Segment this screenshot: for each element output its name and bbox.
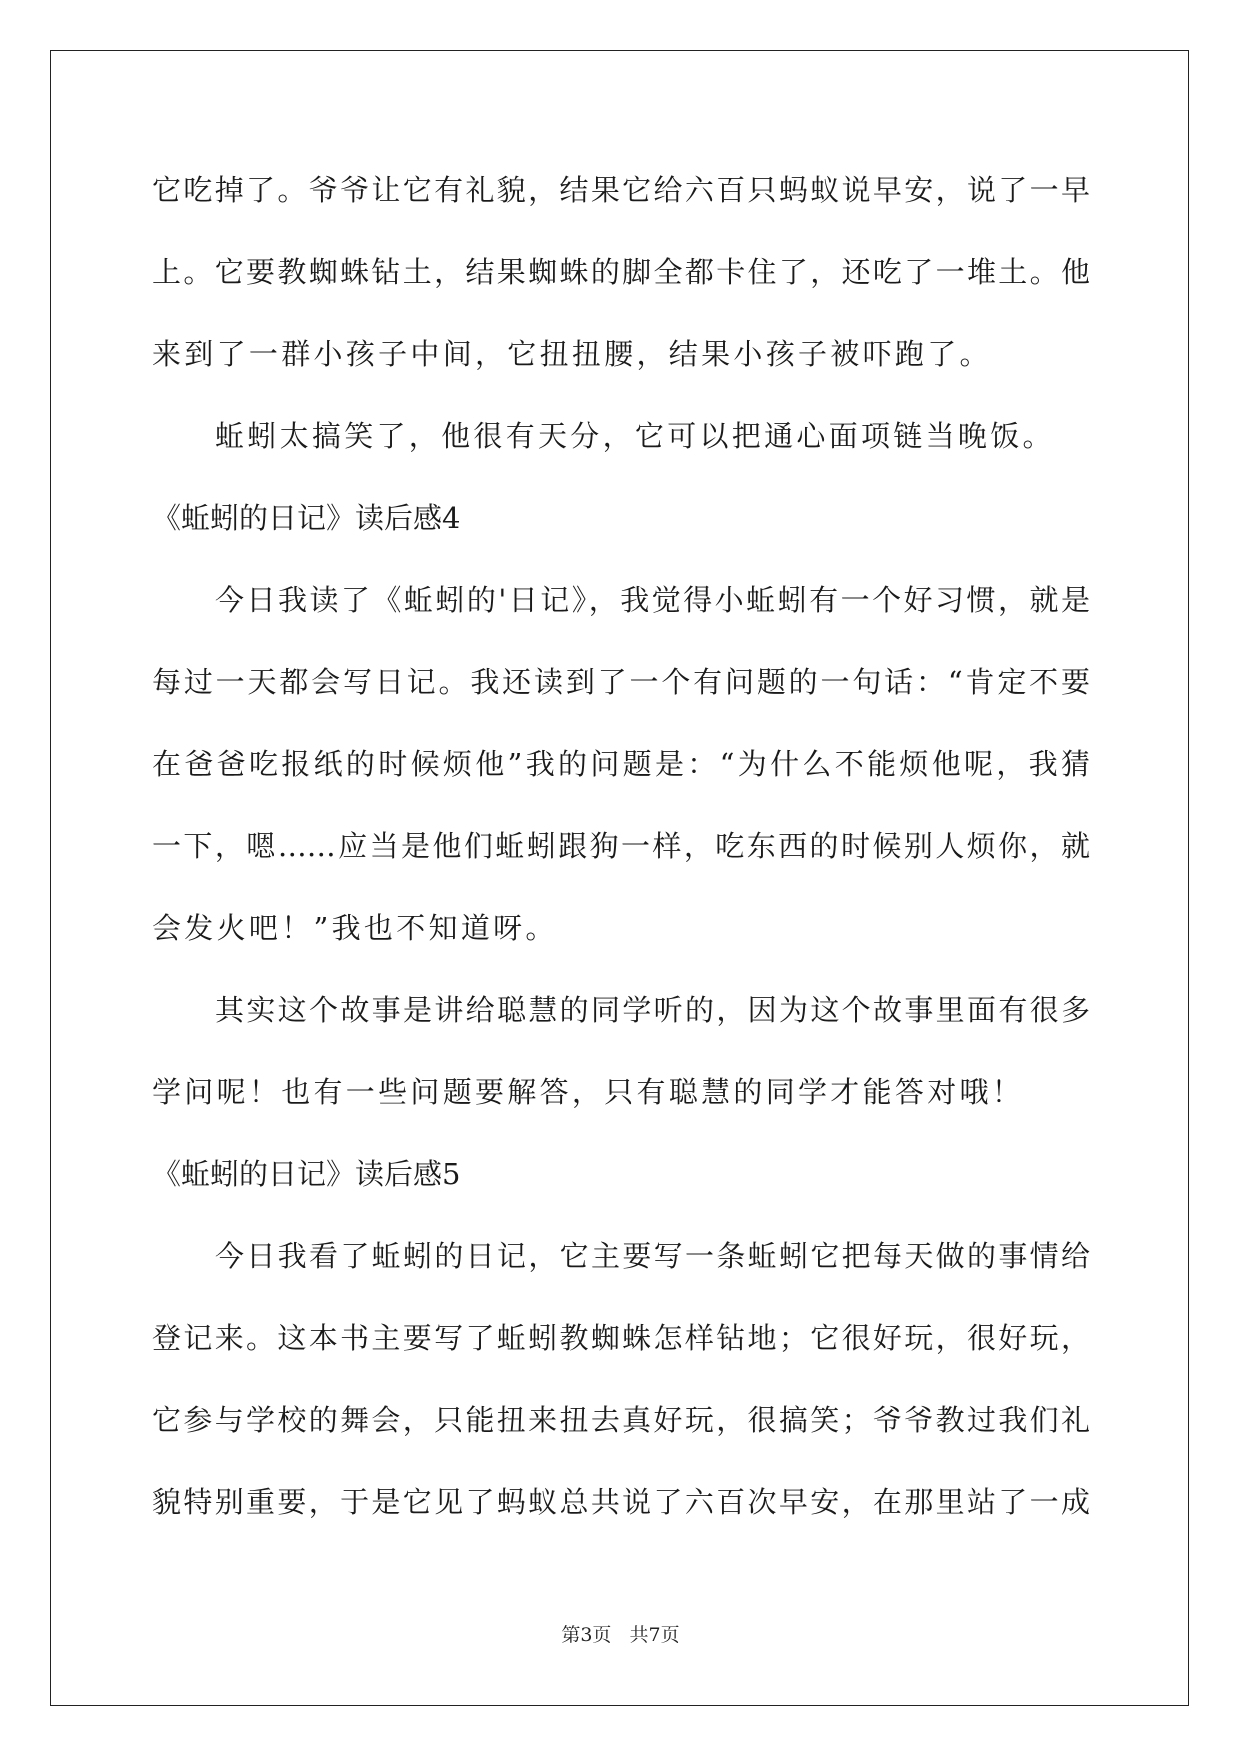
section-heading: 《蚯蚓的日记》读后感4 — [152, 501, 461, 535]
text-line: 每过一天都会写日记。我还读到了一个有问题的一句话：“肯定不要 — [152, 665, 1090, 699]
text-line: 登记来。这本书主要写了蚯蚓教蜘蛛怎样钻地；它很好玩，很好玩， — [152, 1321, 1090, 1355]
text-line: 貌特别重要，于是它见了蚂蚁总共说了六百次早安，在那里站了一成 — [152, 1485, 1090, 1519]
text-line: 它吃掉了。爷爷让它有礼貌，结果它给六百只蚂蚁说早安，说了一早 — [152, 173, 1090, 207]
text-line: 在爸爸吃报纸的时候烦他”我的问题是：“为什么不能烦他呢，我猜 — [152, 747, 1090, 781]
text-line: 一下，嗯……应当是他们蚯蚓跟狗一样，吃东西的时候别人烦你，就 — [152, 829, 1090, 863]
text-line: 学问呢！也有一些问题要解答，只有聪慧的同学才能答对哦！ — [152, 1075, 1025, 1109]
paragraph — [152, 984, 1090, 1148]
page-number: 第3页 共7页 — [561, 1624, 680, 1646]
paragraph — [152, 1230, 1090, 1558]
text-line: 会发火吧！”我也不知道呀。 — [152, 911, 558, 945]
text-line: 来到了一群小孩子中间，它扭扭腰，结果小孩子被吓跑了。 — [152, 337, 992, 371]
paragraph — [152, 164, 1090, 410]
paragraph — [152, 574, 1090, 984]
document-body — [152, 164, 1090, 1558]
text-line: 今日我看了蚯蚓的日记，它主要写一条蚯蚓它把每天做的事情给 — [215, 1239, 1090, 1273]
text-line: 其实这个故事是讲给聪慧的同学听的，因为这个故事里面有很多 — [215, 993, 1090, 1027]
text-line: 它参与学校的舞会，只能扭来扭去真好玩，很搞笑；爷爷教过我们礼 — [152, 1403, 1090, 1437]
text-line: 上。它要教蜘蛛钻土，结果蜘蛛的脚全都卡住了，还吃了一堆土。他 — [152, 255, 1090, 289]
text-line: 今日我读了《蚯蚓的'日记》，我觉得小蚯蚓有一个好习惯，就是 — [215, 583, 1090, 617]
section-heading: 《蚯蚓的日记》读后感5 — [152, 1157, 461, 1191]
paragraph — [152, 410, 1090, 492]
text-line: 蚯蚓太搞笑了，他很有天分，它可以把通心面项链当晚饭。 — [215, 419, 1055, 453]
